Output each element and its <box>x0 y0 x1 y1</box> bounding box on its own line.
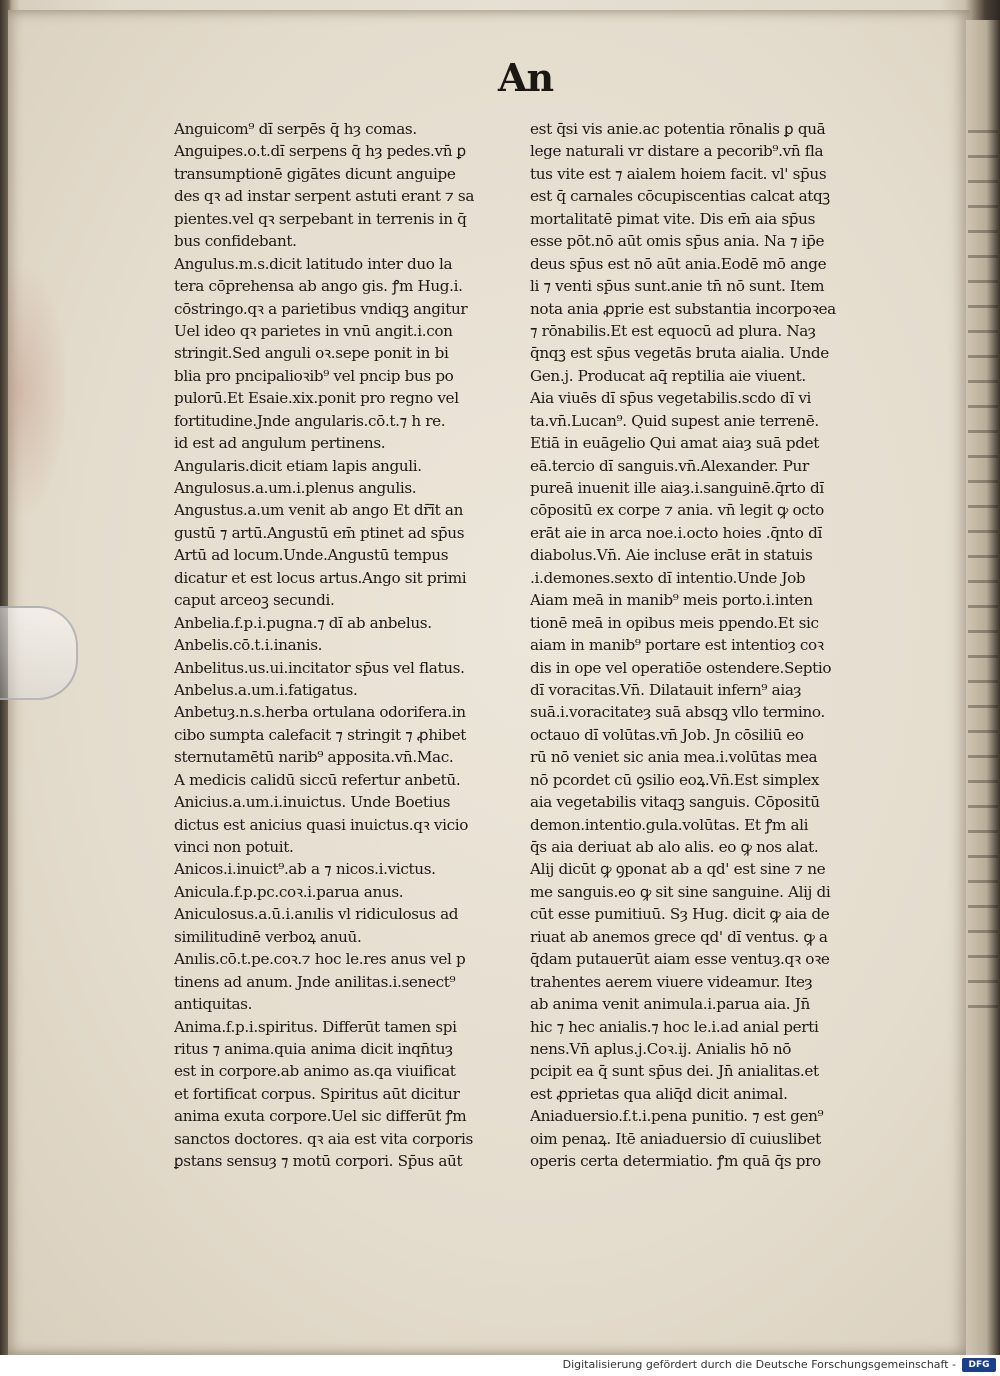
text-line: est q̄ carnales cōcupiscentias calcat atqꝫ <box>530 187 830 206</box>
text-line: Anbelia.f.p.i.pugna.⁊ dı̄ ab anbelus. <box>174 613 432 632</box>
text-line: aiam in manib⁹ portare est intentioȝ coꝛ <box>530 636 824 655</box>
text-line: Anicius.a.um.i.inuictus. Unde Boetius <box>174 793 451 812</box>
text-line: deus sp̄us est nō aūt ania.Eodē mō ange <box>530 254 827 273</box>
text-line: dı̄ voracitas.Vn̄. Dilatauit infern⁹ aiaȝ <box>530 680 802 699</box>
text-line: cōstringo.qꝛ a parietibus vndiqꝫ angitur <box>174 299 468 318</box>
text-line: sternutamētū narib⁹ apposita.vn̄.Mac. <box>174 748 454 767</box>
text-line: cūt esse pumitiuū. Sȝ Hug. dicit ꝙ aia de <box>530 905 830 924</box>
text-line: nota ania ꝓprie est substantia incorpoꝛea <box>530 299 836 318</box>
text-line: mortalitatē pimat vite. Dis em̄ aia sp̄us <box>530 209 816 228</box>
text-line: est in corpore.ab animo as.qa viuificat <box>174 1062 456 1081</box>
facing-page-text-lines <box>968 130 998 1030</box>
text-line: Aniculosus.a.ū.i.anılis vl ridiculosus ad <box>174 905 459 924</box>
text-line: A medicis calidū siccū refertur anbetū. <box>174 770 461 789</box>
text-line: hic ⁊ hec anialis.⁊ hoc le.i.ad anial perti <box>530 1017 819 1036</box>
text-line: q̄s aia deriuat ab alo alis. eo ꝙ nos alat. <box>530 838 819 856</box>
text-line: tus vite est ⁊ aialem hoiem facit. vl' sp̄us <box>530 164 827 183</box>
text-line: ritus ⁊ anima.quia anima dicit inqn̄tuȝ <box>174 1039 453 1058</box>
text-line: rū nō veniet sic ania mea.i.volūtas mea <box>530 748 818 767</box>
text-line: Artū ad locum.Unde.Angustū tempus <box>174 546 449 565</box>
text-line: .i.demones.sexto dı̄ intentio.Unde Job <box>530 568 806 587</box>
text-line: Uel ideo qꝛ parietes in vnū angit.i.con <box>174 321 453 340</box>
text-line: riuat ab anemos grece qd' dı̄ ventus. ꝙ a <box>530 927 828 946</box>
text-line: Anguicom⁹ dı̄ serpēs q̄ hȝ comas. <box>174 120 417 138</box>
right-column <box>530 118 882 1173</box>
text-line: similitudinē verboꝝ anuū. <box>174 927 362 946</box>
footer-bar <box>0 1355 1000 1376</box>
text-line: caput arceoꝫ secundi. <box>174 591 335 610</box>
text-line: li ⁊ venti sp̄us sunt.anie tn̄ nō sunt. Item <box>530 277 825 296</box>
text-line: tera cōprehensa ab ango gis. ꝭm Hug.i. <box>174 277 463 296</box>
text-line: Anicos.i.inuict⁹.ab a ⁊ nicos.i.victus. <box>174 860 436 879</box>
text-line: ab anima venit animula.i.parua aia. Jn̄ <box>530 995 810 1014</box>
text-line: Aiam meā in manib⁹ meis porto.i.inten <box>530 591 813 610</box>
text-line: blia pro pncipalioꝛib⁹ vel pncip bus po <box>174 366 454 385</box>
text-line: cōpositū ex corpe ⁊ ania. vn̄ legit ꝙ octo <box>530 501 824 520</box>
text-line: q̄nqꝫ est sp̄us vegetās bruta aialia. Unde <box>530 344 829 363</box>
text-line: dis in ope vel operatiōe ostendere.Septio <box>530 658 832 677</box>
text-line: Anbelis.cō.t.i.inanis. <box>174 636 323 655</box>
text-line: et fortificat corpus. Spiritus aūt dicitur <box>174 1084 460 1103</box>
text-line: Anbelus.a.um.i.fatigatus. <box>174 680 358 699</box>
text-line: pulorū.Et Esaie.xix.ponit pro regno vel <box>174 389 459 408</box>
text-line: bus confidebant. <box>174 232 297 251</box>
text-line: Alij dicūt ꝙ ꝯponat ab a qd' est sine ⁊ ne <box>530 860 826 879</box>
text-line: Anbetuȝ.n.s.herba ortulana odorifera.in <box>174 703 466 722</box>
text-line: Etiā in euāgelio Qui amat aiaȝ suā pdet <box>530 434 820 453</box>
text-line: dicatur et est locus artus.Ango sit primi <box>174 568 467 587</box>
text-line: est q̄si vis anie.ac potentia rōnalis ꝑ quā <box>530 120 826 138</box>
text-line: tionē meā in opibus meis ppendo.Et sic <box>530 613 819 632</box>
text-line: Anguipes.o.t.dı̄ serpens q̄ hȝ pedes.vn̄ ꝑ <box>174 142 466 161</box>
text-line: Angulus.m.s.dicit latitudo inter duo la <box>174 254 453 273</box>
text-line: sanctos doctores. qꝛ aia est vita corporis <box>174 1129 473 1148</box>
text-line: erāt aie in arca noe.i.octo hoies .q̄nto dı̄ <box>530 523 822 542</box>
text-line: octauo dı̄ volūtas.vn̄ Job. Jn cōsiliū eo <box>530 725 804 744</box>
text-line: cibo sumpta calefacit ⁊ stringit ⁊ ꝓhibet <box>174 725 467 744</box>
text-line: trahentes aerem viuere videamur. Iteȝ <box>530 972 813 991</box>
text-line: Aniaduersio.f.t.i.pena punitio. ⁊ est gen⁹ <box>530 1107 824 1126</box>
text-line: Aia viuēs dı̄ sp̄us vegetabilis.scdo dı̄ vi <box>530 389 812 408</box>
text-line: Anbelitus.us.ui.incitator sp̄us vel flatus. <box>174 658 465 677</box>
text-line: Anicula.f.p.pc.coꝛ.i.parua anus. <box>174 882 404 901</box>
dfg-logo: DFG <box>962 1358 996 1372</box>
text-line: lege naturali vr distare a pecorib⁹.vn̄ fla <box>530 142 824 161</box>
text-line: pientes.vel qꝛ serpebant in terrenis in q̄ <box>174 209 467 228</box>
text-line: eā.tercio dı̄ sanguis.vn̄.Alexander. Pur <box>530 456 809 475</box>
text-line: pureā inuenit ille aiaȝ.i.sanguinē.q̄rto dı̄ <box>530 479 824 497</box>
text-line: nens.Vn̄ aplus.j.Coꝛ.ij. Anialis hō nō <box>530 1039 792 1058</box>
text-line: aia vegetabilis vitaqꝫ sanguis. Cōpositū <box>530 793 820 812</box>
text-line: Angustus.a.um venit ab ango Et dr̄īt an <box>174 501 464 520</box>
text-line: dictus est anicius quasi inuictus.qꝛ vicio <box>174 815 469 834</box>
text-line: Anılis.cō.t.pe.coꝛ.⁊ hoc le.res anus vel p <box>174 950 466 969</box>
paper-stain <box>8 260 68 520</box>
text-line: Gen.j. Producat aq̄ reptilia aie viuent. <box>530 366 806 385</box>
text-line: id est ad angulum pertinens. <box>174 434 386 453</box>
text-line: suā.i.voracitateȝ suā absqꝫ vllo termino. <box>530 703 825 722</box>
text-line: ta.vn̄.Lucan⁹. Quid supest anie terrenē. <box>530 411 819 430</box>
text-line: stringit.Sed anguli oꝛ.sepe ponit in bi <box>174 344 449 363</box>
text-line: ꝑstans sensuȝ ⁊ motū corpori. Sp̄us aūt <box>174 1152 463 1171</box>
left-column <box>174 118 530 1173</box>
text-line: gustū ⁊ artū.Angustū em̄ ptinet ad sp̄us <box>174 523 465 542</box>
text-line: antiquitas. <box>174 995 253 1014</box>
page-clip <box>0 606 78 700</box>
text-line: Angulosus.a.um.i.plenus angulis. <box>174 479 417 497</box>
text-line: Angularis.dicit etiam lapis anguli. <box>174 456 422 475</box>
text-line: est ꝓprietas qua aliq̄d dicit animal. <box>530 1084 788 1103</box>
text-line: transumptionē gigātes dicunt anguipe <box>174 164 456 183</box>
running-head: An <box>498 55 554 100</box>
text-line: oim penaꝝ. Itē aniaduersio dı̄ cuiuslibet <box>530 1129 821 1148</box>
text-line: tinens ad anum. Jnde anilitas.i.senect⁹ <box>174 972 456 991</box>
text-line: Anima.f.p.i.spiritus. Differūt tamen spi <box>174 1017 457 1036</box>
text-line: ⁊ rōnabilis.Et est equocū ad plura. Naȝ <box>530 321 816 340</box>
text-line: nō pcordet cū ꝯsilio eoꝝ.Vn̄.Est simplex <box>530 770 820 789</box>
text-line: me sanguis.eo ꝙ sit sine sanguine. Alij di <box>530 882 831 901</box>
text-line: operis certa determiatio. ꝭm quā q̄s pro <box>530 1152 821 1171</box>
text-line: esse pōt.nō aūt omis sp̄us ania. Na ⁊ ip̄e <box>530 232 825 251</box>
text-line: des qꝛ ad instar serpent astuti erant ⁊ sa <box>174 187 475 206</box>
footer-credit: Digitalisierung gefördert durch die Deutsche Forschungsgemeinschaft - <box>562 1358 956 1371</box>
text-line: pcipit ea q̄ sunt sp̄us dei. Jn̄ anialitas.et <box>530 1062 819 1081</box>
text-line: fortitudine.Jnde angularis.cō.t.⁊ h re. <box>174 411 446 430</box>
text-line: vinci non potuit. <box>174 838 294 856</box>
text-line: q̄dam putauerūt aiam esse ventuȝ.qꝛ oꝛe <box>530 950 830 969</box>
text-line: diabolus.Vn̄. Aie incluse erāt in statuis <box>530 546 813 565</box>
text-line: anima exuta corpore.Uel sic differūt ꝭm <box>174 1107 467 1126</box>
text-line: demon.intentio.gula.volūtas. Et ꝭm ali <box>530 815 809 834</box>
